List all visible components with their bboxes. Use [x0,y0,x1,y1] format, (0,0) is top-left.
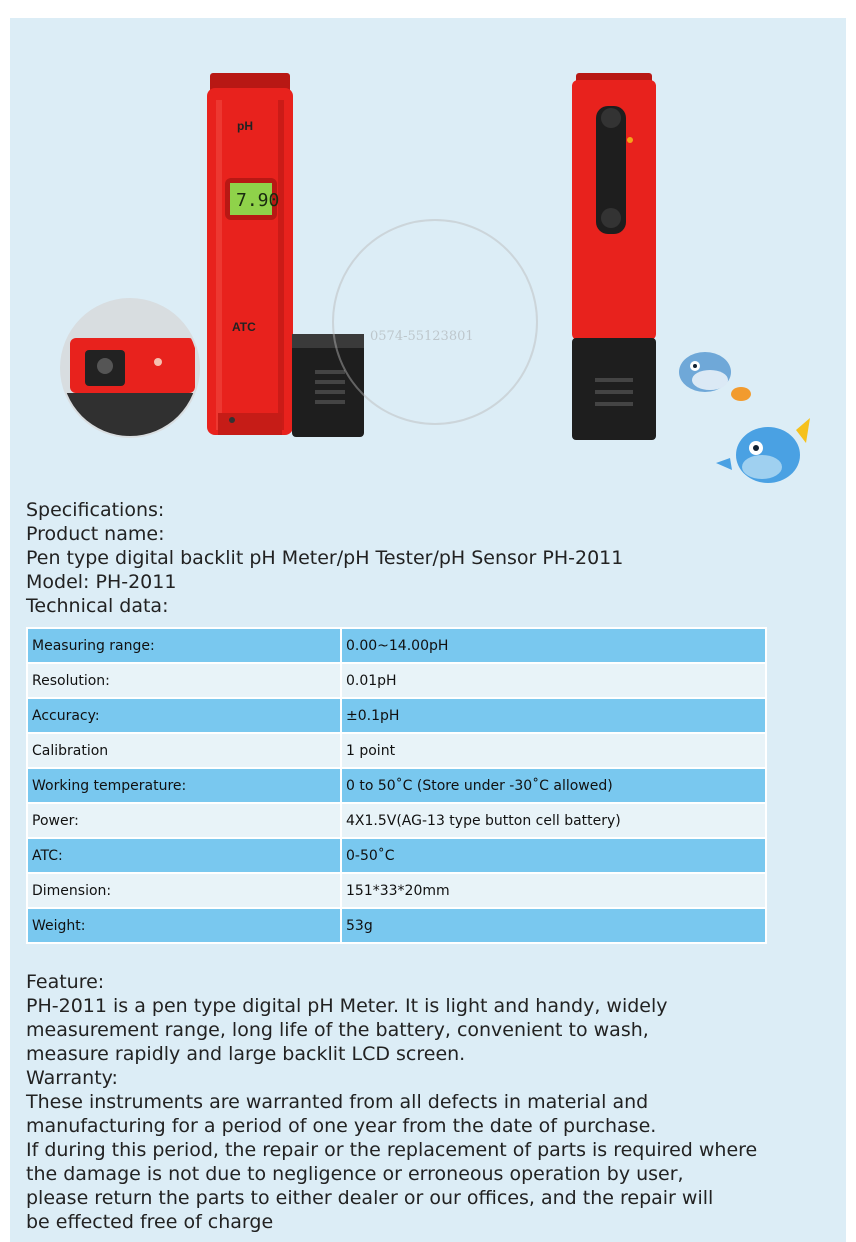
meter-cap [292,334,364,437]
table-row [27,803,766,838]
specifications-intro [26,498,623,618]
row-value: 0.01pH [341,663,766,698]
row-value: 0-50˚C [341,838,766,873]
row-label: ATC: [27,838,341,873]
row-label: Calibration [27,733,341,768]
product-name: Pen type digital backlit pH Meter/pH Tester/pH Sensor PH-2011 [26,547,624,569]
table-row [27,873,766,908]
row-value: 4X1.5V(AG-13 type button cell battery) [341,803,766,838]
row-label: Accuracy: [27,698,341,733]
feature-line: measure rapidly and large backlit LCD screen. [26,1043,466,1065]
technical-data-table [26,627,767,944]
lcd-display-value: 7.90 [236,190,280,211]
feature-line: PH-2011 is a pen type digital pH Meter. It is light and handy, widely [26,995,668,1017]
product-photo [10,18,846,498]
table-row [27,733,766,768]
page-panel [10,18,846,1242]
specifications-heading: Specifications: [26,499,165,521]
row-value: 0 to 50˚C (Store under -30˚C allowed) [341,768,766,803]
fish-illustration-2 [716,418,810,483]
product-name-label: Product name: [26,523,165,545]
model-line: Model: PH-2011 [26,571,177,593]
row-label: Weight: [27,908,341,943]
row-label: Power: [27,803,341,838]
row-label: Resolution: [27,663,341,698]
table-row [27,698,766,733]
warranty-line: be effected free of charge [26,1211,274,1233]
table-row [27,628,766,663]
fish-illustration-1 [679,352,751,401]
table-row [27,838,766,873]
ph-meter-front [207,73,293,435]
row-label: Measuring range: [27,628,341,663]
meter-atc-label: ATC [232,320,256,334]
feature-section [26,970,757,1234]
row-value: 0.00~14.00pH [341,628,766,663]
row-value: 53g [341,908,766,943]
row-label: Working temperature: [27,768,341,803]
warranty-heading: Warranty: [26,1067,118,1089]
table-row [27,768,766,803]
table-row [27,663,766,698]
row-label: Dimension: [27,873,341,908]
warranty-line: manufacturing for a period of one year from the date of purchase. [26,1115,657,1137]
electrode-closeup [60,298,200,443]
feature-line: measurement range, long life of the battery, convenient to wash, [26,1019,649,1041]
row-value: ±0.1pH [341,698,766,733]
warranty-line: the damage is not due to negligence or erroneous operation by user, [26,1163,684,1185]
warranty-line: These instruments are warranted from all defects in material and [26,1091,649,1113]
ph-meter-back [572,73,656,440]
technical-data-label: Technical data: [26,595,169,617]
row-value: 151*33*20mm [341,873,766,908]
meter-brand-label: pH [237,119,253,133]
watermark-phone: 0574-55123801 [370,329,474,344]
table-row [27,908,766,943]
warranty-line: If during this period, the repair or the replacement of parts is required where [26,1139,758,1161]
feature-heading: Feature: [26,971,105,993]
row-value: 1 point [341,733,766,768]
warranty-line: please return the parts to either dealer or our offices, and the repair will [26,1187,714,1209]
